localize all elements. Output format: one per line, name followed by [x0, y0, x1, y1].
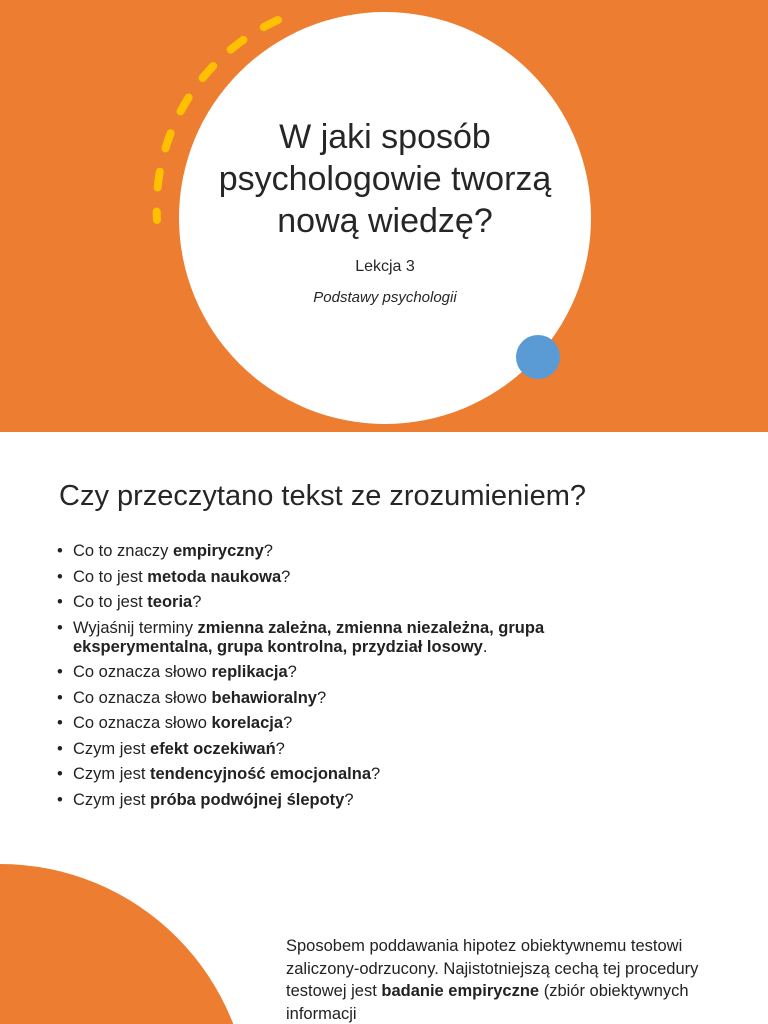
list-item: • Co oznacza słowo korelacja?	[56, 714, 656, 733]
list-item: • Wyjaśnij terminy zmienna zależna, zmienna niezależna, grupa eksperymentalna, grupa kontrolna, przydział losowy.	[56, 619, 656, 657]
lesson-number: Lekcja 3	[355, 258, 415, 275]
list-item: • Co oznacza słowo replikacja?	[56, 663, 656, 682]
title-slide	[0, 0, 768, 432]
list-item: • Co to znaczy empiryczny?	[56, 542, 656, 561]
definition-paragraph: Sposobem poddawania hipotez obiektywnemu testowi zaliczony-odrzucony. Najistotniejszą cechą tej procedury testowej jest badanie empiryczne (zbiór obiektywnych informacji	[286, 937, 699, 1023]
list-item: • Czym jest próba podwójnej ślepoty?	[56, 791, 656, 810]
list-item: • Co to jest teoria?	[56, 593, 656, 612]
list-item: • Czym jest tendencyjność emocjonalna?	[56, 765, 656, 784]
list-item: • Co oznacza słowo behawioralny?	[56, 689, 656, 708]
blue-dot-decoration	[516, 335, 560, 379]
questions-slide	[0, 432, 768, 864]
orange-circle-decoration	[0, 864, 250, 1024]
slide-heading: Czy przeczytano tekst ze zrozumieniem?	[59, 480, 587, 512]
list-item: • Co to jest metoda naukowa?	[56, 568, 656, 587]
slide-title: W jaki sposób psychologowie tworzą nową wiedzę?	[218, 118, 552, 240]
definition-slide	[0, 864, 768, 1024]
list-item: • Czym jest efekt oczekiwań?	[56, 740, 656, 759]
question-list	[56, 542, 656, 816]
course-name: Podstawy psychologii	[313, 289, 457, 306]
